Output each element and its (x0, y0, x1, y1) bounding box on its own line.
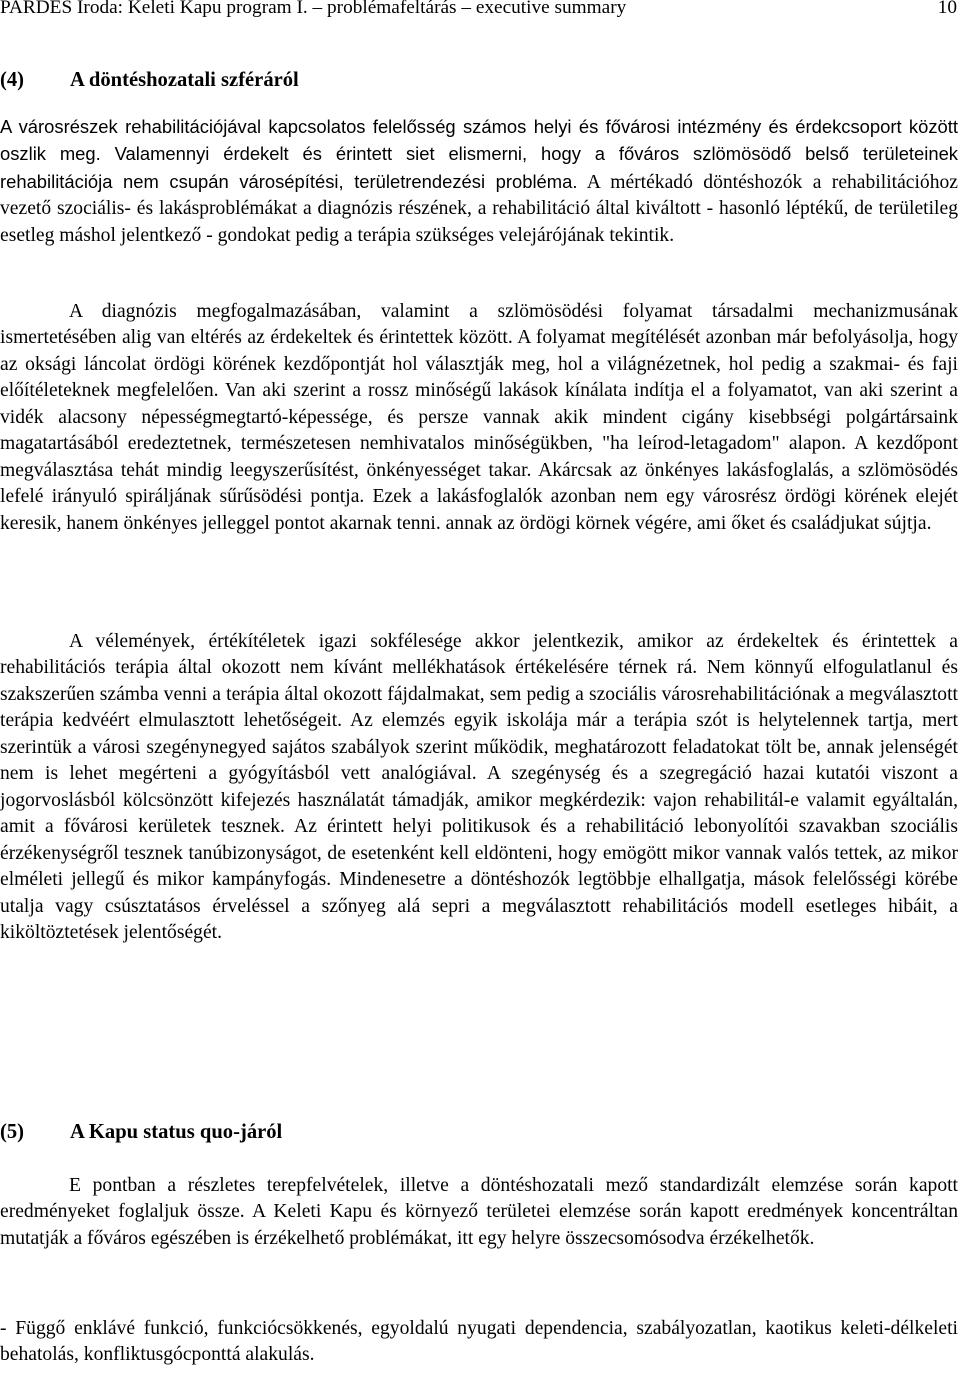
section-4-paragraph-1-rest: A mértékadó döntéshozók a rehabilitációhoz vezető szociális- és lakásproblémákat a diagnózis részének, a rehabilitáció által kiváltott - hasonló léptékű, de területileg esetleg máshol jelentkező - gondokat pedig a terápia szükséges velejárójának tekintik. (0, 171, 959, 246)
section-4-paragraph-1 (0, 114, 958, 249)
running-header (0, 0, 958, 20)
section-5-paragraph-1: E pontban a részletes terepfelvételek, illetve a döntéshozatali mező standardizált elemzése során kapott eredményeket foglaljuk össze. A Keleti Kapu és környező területei elemzése során kapott eredmények koncentráltan mutatják a főváros egészében is érzékelhető problémákat, itt egy helyre összecsomósodva érzékelhetők. (0, 1175, 958, 1249)
section-5-heading (0, 1118, 958, 1146)
page-number: 10 (937, 0, 957, 18)
header-title: PARDES Iroda: Keleti Kapu program I. – problémafeltárás – executive summary (0, 0, 627, 18)
section-4-paragraph-2: A diagnózis megfogalmazásában, valamint a szlömösödési folyamat társadalmi mechanizmusának ismertetésében alig van eltérés az érdekeltek és érintettek között. A folyamat megítélését azonban már befolyásolja, hogy az oksági láncolat ördögi körének kezdőpontját hol választják meg, hol a világnézetnek, hol pedig a szakmai- és faji előítéleteknek megfelelően. Van aki szerint a rossz minőségű lakások kínálata indítja el a folyamatot, van aki szerint a vidék alacsony népességmegtartó-képessége, és persze vannak akik mindent cigány kisebbségi polgártársaink magatartásából eredeztetnek, természetesen nemhivatalos minőségükben, "ha leírod-letagadom" alapon. A kezdőpont megválasztása tehát mindig leegyszerűsítést, önkényességet takar. Akárcsak az önkényes lakásfoglalás, a szlömösödés lefelé irányuló spiráljának sűrűsödési pontja. Ezek a lakásfoglalók azonban nem egy városrész ördögi körének elejét keresik, hanem önkényes jelleggel pontot akarnak tenni. annak az ördögi körnek végére, ami őket és családjukat sújtja. (0, 301, 958, 534)
section-4-title: A döntéshozatali szféráról (70, 69, 299, 91)
section-5-bullet-1: - Függő enklávé funkció, funkciócsökkenés, egyoldalú nyugati dependencia, szabályozatlan, kaotikus keleti-délkeleti behatolás, konfliktusgócponttá alakulás. (0, 1318, 958, 1366)
section-4-paragraph-3: A vélemények, értékítéletek igazi sokfélesége akkor jelentkezik, amikor az érdekeltek és érintettek a rehabilitációs terápia által okozott nem kívánt mellékhatások értékelésére térnek rá. Nem könnyű elfogulatlanul és szakszerűen számba venni a terápia által okozott fájdalmakat, sem pedig a szociális városrehabilitációnak a megválasztott terápia kedvéért elmulasztott lehetőségeit. Az elemzés egyik iskolája már a terápia szót is helytelennek tartja, mert szerintük a városi szegénynegyed sajátos szabályok szerint működik, meghatározott feladatokat tölt be, annak jelenségét nem is lehet megérteni a gyógyításból vett analógiával. A szegénység és a szegregáció hazai kutatói viszont a jogorvoslásból kölcsönzött kifejezés használatát támadják, amikor megkérdezik: vajon rehabilitál-e valamit egyáltalán, amit a fővárosi kerületek tesznek. Az érintett helyi politikusok és a rehabilitáció lebonyolítói szavakban szociális érzékenységről tesznek tanúbizonyságot, de esetenként kell eldönteni, hogy emögött mikor vannak valós tettek, az mikor elméleti jellegű és mikor kampányfogás. Mindenesetre a döntéshozók legtöbbje elhallgatja, mások felelősségi körébe utalja vagy csúsztatásos érveléssel a szőnyeg alá sepri a megválasztott rehabilitációs modell esetleges hibáit, a kiköltöztetések jelentőségét. (0, 631, 958, 943)
section-4-number: (4) (0, 69, 25, 91)
section-5-title: A Kapu status quo-járól (70, 1121, 283, 1143)
section-5-number: (5) (0, 1121, 25, 1143)
section-4-paragraph-1-lead: A városrészek rehabilitációjával kapcsolatos felelősség számos helyi és fővárosi intézmény és érdekcsoport között oszlik meg. Valamennyi érdekelt és érintett siet elismerni, hogy a főváros szlömösödő belső területeinek rehabilitációja nem csupán városépítési, területrendezési probléma. (0, 116, 958, 192)
section-4-heading (0, 66, 958, 94)
